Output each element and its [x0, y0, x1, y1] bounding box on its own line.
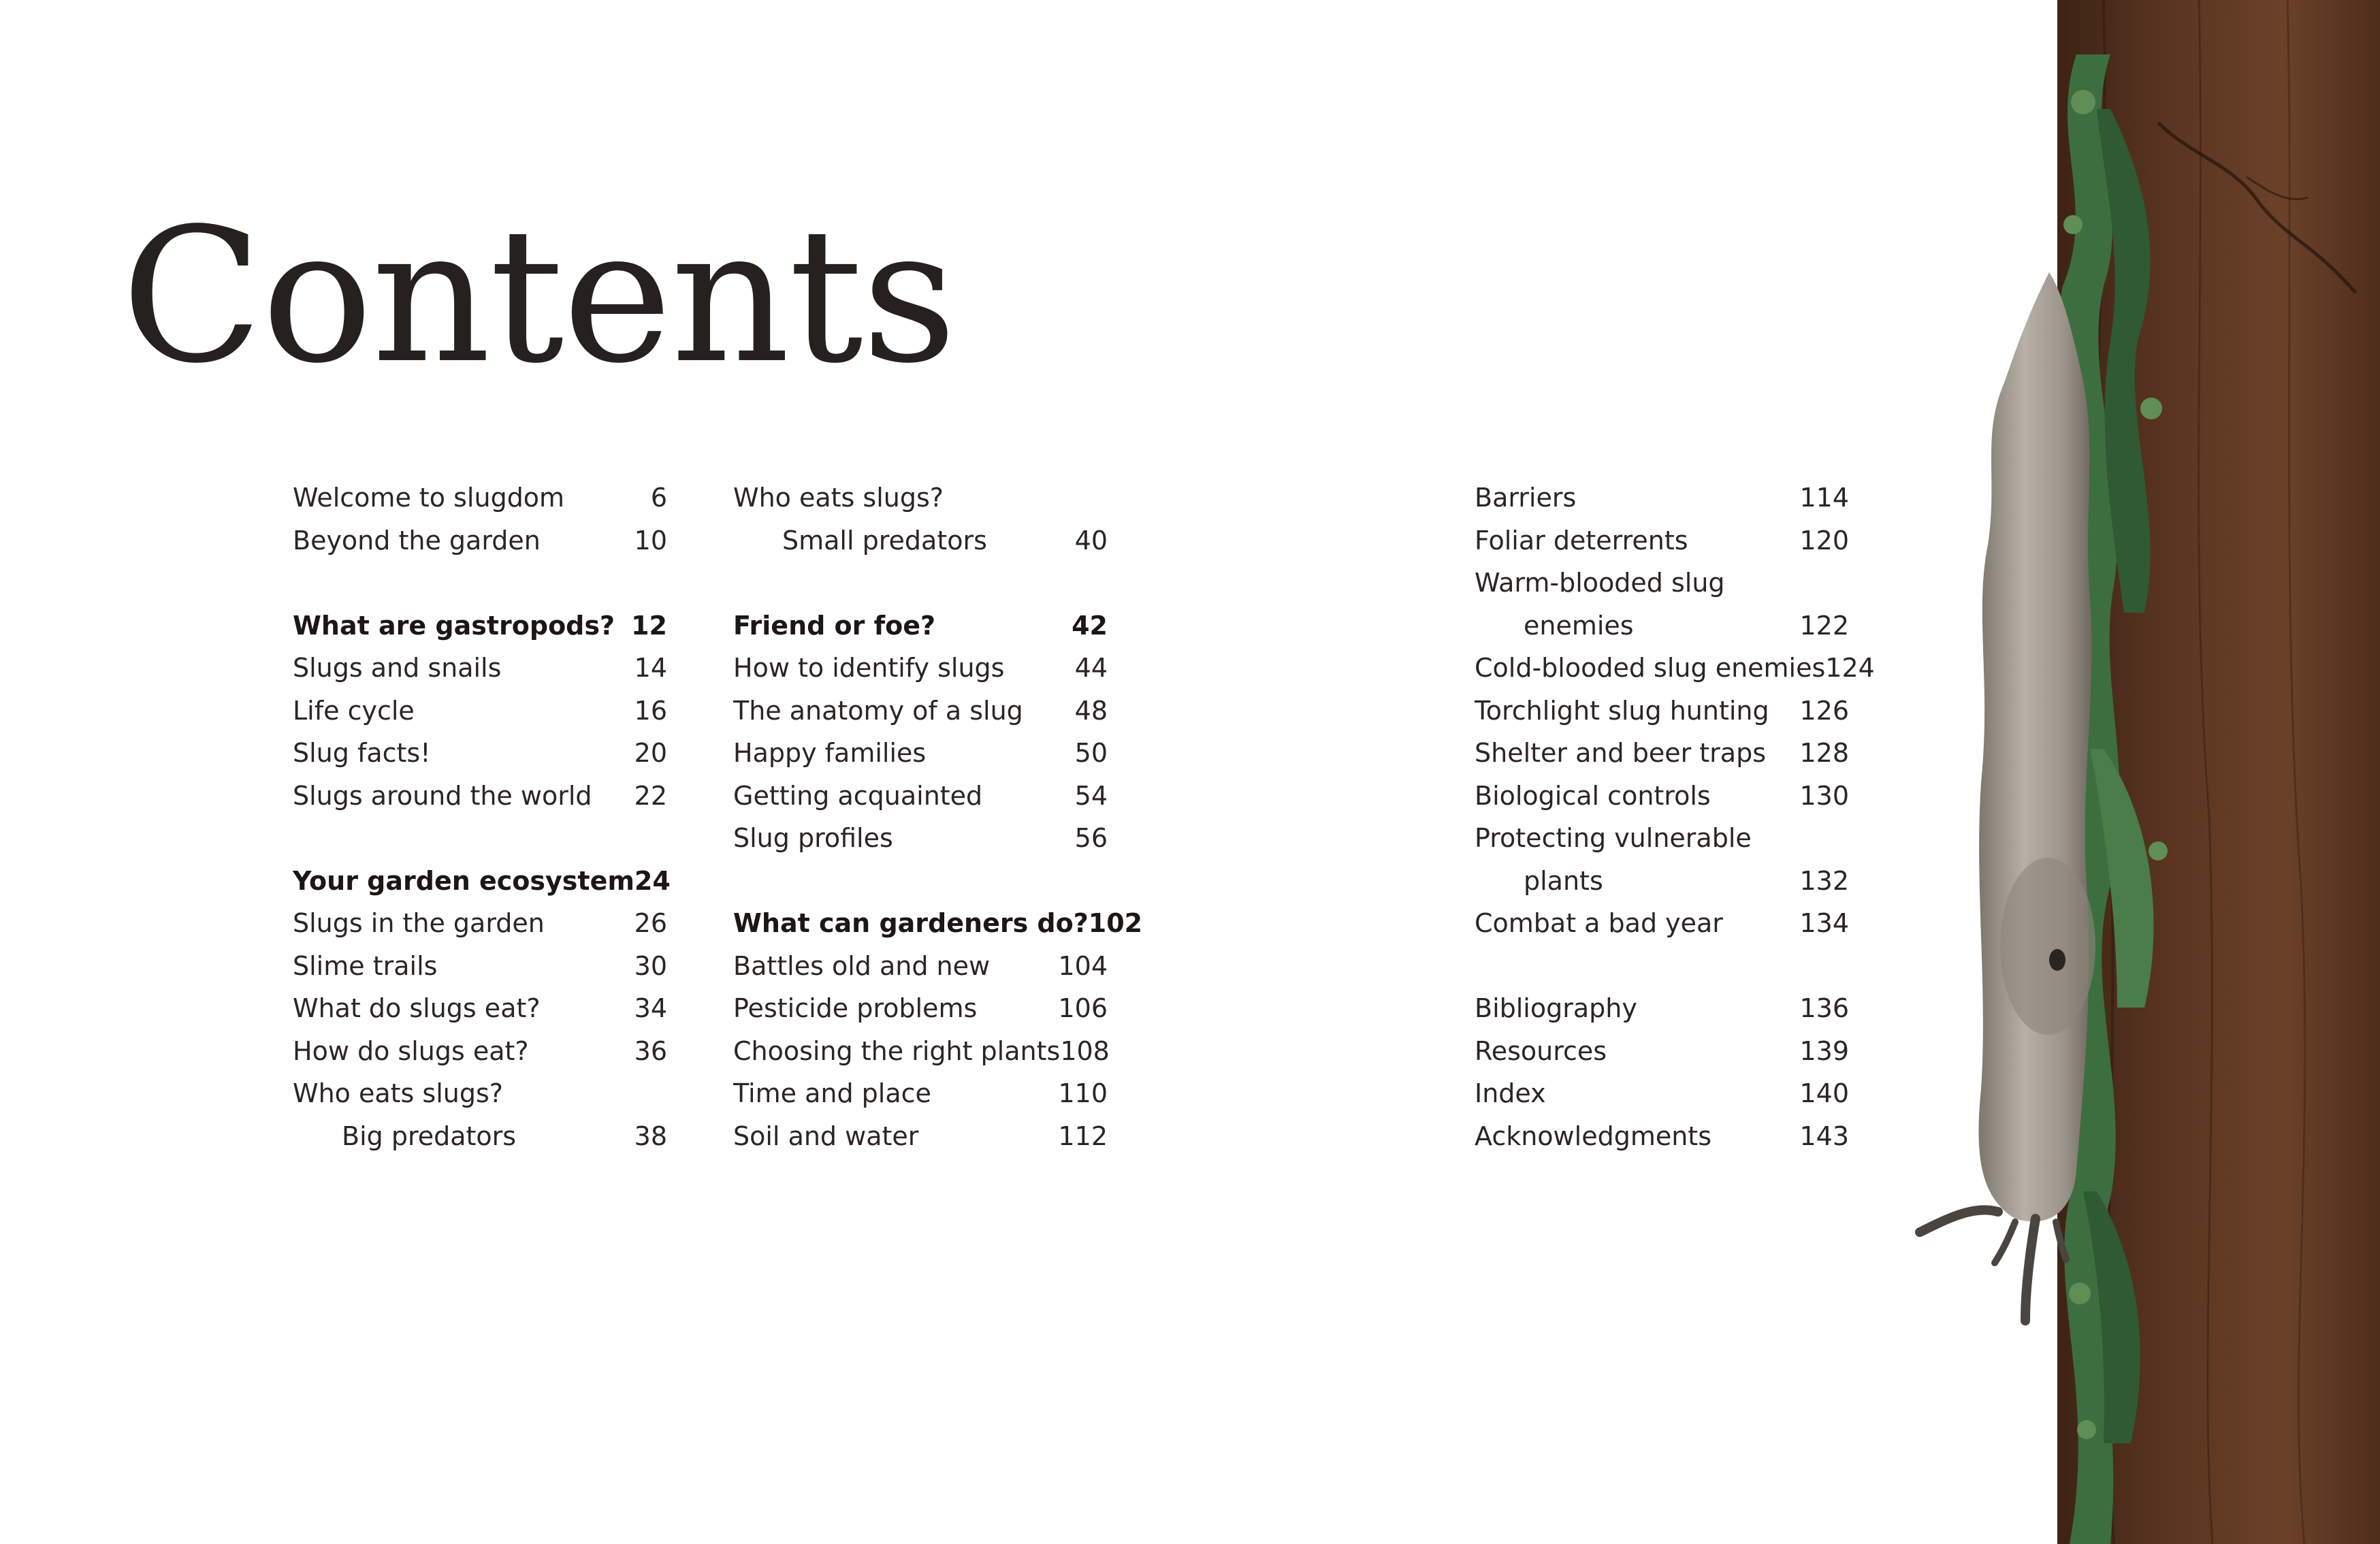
toc-entry — [293, 1072, 667, 1115]
toc-entry-label: Big predators — [342, 1121, 517, 1151]
toc-entry — [293, 519, 667, 562]
toc-entry-label: Pesticide problems — [733, 993, 978, 1023]
toc-entry-label: Time and place — [733, 1078, 931, 1108]
toc-column-2 — [733, 477, 1143, 1157]
toc-page-number: 110 — [1058, 1078, 1108, 1108]
toc-entry — [293, 690, 667, 733]
toc-entry — [1475, 775, 1849, 818]
toc-page-number: 143 — [1799, 1121, 1849, 1151]
toc-entry — [733, 647, 1108, 690]
toc-entry-label: Small predators — [782, 525, 987, 556]
toc-entry-label: How to identify slugs — [733, 653, 1005, 683]
slug-on-bark-illustration — [1879, 0, 2380, 1544]
toc-entry-label: The anatomy of a slug — [733, 695, 1023, 726]
toc-page-number: 108 — [1060, 1035, 1110, 1066]
toc-entry-label: Soil and water — [733, 1121, 919, 1151]
toc-page-number: 6 — [650, 483, 667, 513]
toc-entry — [1475, 1115, 1849, 1158]
toc-entry-label: Protecting vulnerable — [1475, 823, 1752, 853]
toc-entry-continuation — [1475, 860, 1849, 903]
toc-entry-label: Life cycle — [293, 695, 415, 726]
toc-entry-label: How do slugs eat? — [293, 1035, 529, 1066]
toc-entry-label: Shelter and beer traps — [1475, 738, 1767, 768]
toc-entry — [733, 519, 1108, 562]
toc-entry-label: Slugs and snails — [293, 653, 502, 683]
toc-entry-label: Warm-blooded slug — [1475, 568, 1725, 598]
toc-page-number: 42 — [1072, 610, 1108, 641]
toc-section-heading — [293, 860, 671, 903]
toc-page-number: 132 — [1799, 865, 1849, 896]
toc-entry — [733, 690, 1108, 733]
toc-entry-label: Resources — [1475, 1035, 1607, 1066]
toc-entry — [1475, 477, 1849, 519]
toc-entry — [1475, 562, 1849, 647]
toc-entry — [1475, 902, 1849, 945]
toc-entry — [733, 987, 1108, 1030]
toc-entry-label: Friend or foe? — [733, 610, 936, 641]
toc-page-number: 126 — [1799, 695, 1849, 726]
toc-page-number: 130 — [1799, 780, 1849, 811]
toc-entry — [293, 477, 667, 519]
toc-entry-label: Your garden ecosystem — [293, 865, 634, 896]
toc-page-number: 40 — [1074, 525, 1108, 556]
toc-page-number: 140 — [1799, 1078, 1849, 1108]
toc-entry-label-continued: plants — [1524, 865, 1603, 896]
toc-page-number: 134 — [1799, 908, 1849, 938]
toc-entry — [1475, 1072, 1849, 1115]
toc-page-number: 36 — [634, 1035, 667, 1066]
toc-page-number: 106 — [1058, 993, 1108, 1023]
toc-entry — [293, 945, 667, 988]
toc-entry — [1475, 987, 1849, 1030]
toc-entry-label: Who eats slugs? — [293, 1078, 503, 1108]
toc-page-number: 136 — [1799, 993, 1849, 1023]
toc-entry — [733, 817, 1108, 860]
toc-page-number: 122 — [1799, 610, 1849, 641]
toc-entry-label: Slugs in the garden — [293, 908, 545, 938]
toc-entry — [293, 647, 667, 690]
toc-entry-label: Slugs around the world — [293, 780, 592, 811]
toc-page-number: 44 — [1074, 653, 1108, 683]
toc-entry — [1475, 817, 1849, 902]
toc-page-number: 50 — [1074, 738, 1108, 768]
toc-entry — [293, 775, 667, 818]
toc-entry-label: Who eats slugs? — [733, 483, 944, 513]
toc-page-number: 56 — [1074, 823, 1108, 853]
slug-body — [1920, 272, 2095, 1321]
toc-entry-label: Battles old and new — [733, 950, 991, 981]
toc-entry-label: Choosing the right plants — [733, 1035, 1061, 1066]
toc-entry — [733, 1030, 1108, 1073]
toc-entry-label: Beyond the garden — [293, 525, 541, 556]
toc-entry — [293, 1030, 667, 1073]
toc-section-heading — [733, 902, 1143, 945]
toc-entry — [293, 987, 667, 1030]
toc-page-number: 10 — [634, 525, 667, 556]
toc-page-number: 26 — [634, 908, 667, 938]
toc-entry-label: Torchlight slug hunting — [1475, 695, 1769, 726]
toc-entry-label: Foliar deterrents — [1475, 525, 1688, 556]
toc-entry-label: Biological controls — [1475, 780, 1711, 811]
toc-section-heading — [733, 605, 1108, 647]
toc-page-number: 16 — [634, 695, 667, 726]
toc-entry — [733, 945, 1108, 988]
toc-entry — [293, 902, 667, 945]
toc-entry — [1475, 1030, 1849, 1073]
toc-page-number: 22 — [634, 780, 667, 811]
toc-page-number: 120 — [1799, 525, 1849, 556]
toc-entry — [733, 477, 1108, 519]
toc-entry-label: Combat a bad year — [1475, 908, 1723, 938]
toc-page-number: 48 — [1074, 695, 1108, 726]
toc-page-number: 30 — [634, 950, 667, 981]
toc-section-heading — [293, 605, 667, 647]
toc-page-number: 14 — [634, 653, 667, 683]
toc-page-number: 12 — [631, 610, 667, 641]
toc-entry — [733, 1072, 1108, 1115]
toc-entry-label: Barriers — [1475, 483, 1577, 513]
toc-page-number: 128 — [1799, 738, 1849, 768]
toc-column-1 — [293, 477, 671, 1157]
toc-page-number: 34 — [634, 993, 667, 1023]
toc-entry-label: Getting acquainted — [733, 780, 983, 811]
toc-entry — [1475, 690, 1849, 733]
toc-page-number: 38 — [634, 1121, 667, 1151]
toc-page-number: 24 — [634, 865, 671, 896]
toc-entry — [733, 732, 1108, 775]
toc-entry — [733, 775, 1108, 818]
toc-entry — [293, 1115, 667, 1158]
toc-column-3 — [1475, 477, 1875, 1157]
toc-entry-label: What do slugs eat? — [293, 993, 541, 1023]
toc-entry-label: Acknowledgments — [1475, 1121, 1711, 1151]
toc-entry-label-continued: enemies — [1524, 610, 1634, 641]
toc-page-number: 104 — [1058, 950, 1108, 981]
toc-entry — [733, 1115, 1108, 1158]
toc-entry-label: Bibliography — [1475, 993, 1637, 1023]
toc-entry — [293, 732, 667, 775]
toc-entry-label: Index — [1475, 1078, 1546, 1108]
toc-entry-label: Welcome to slugdom — [293, 483, 565, 513]
toc-page-number: 102 — [1088, 908, 1143, 938]
toc-entry-label: Slug profiles — [733, 823, 893, 853]
toc-page-number: 114 — [1799, 483, 1849, 513]
toc-page-number: 112 — [1058, 1121, 1108, 1151]
toc-entry-continuation — [1475, 605, 1849, 647]
toc-entry-label: Slug facts! — [293, 738, 431, 768]
toc-entry — [1475, 732, 1849, 775]
toc-entry — [1475, 647, 1875, 690]
toc-entry-label: What are gastropods? — [293, 610, 615, 641]
toc-page-number: 20 — [634, 738, 667, 768]
toc-page-number: 139 — [1799, 1035, 1849, 1066]
toc-entry-label: Slime trails — [293, 950, 438, 981]
toc-entry-label: Cold-blooded slug enemies — [1475, 653, 1826, 683]
toc-entry — [1475, 519, 1849, 562]
toc-page-number: 124 — [1825, 653, 1875, 683]
page-title: Contents — [121, 189, 956, 404]
toc-entry-label: Happy families — [733, 738, 927, 768]
toc-entry-label: What can gardeners do? — [733, 908, 1089, 938]
toc-page-number: 54 — [1074, 780, 1108, 811]
